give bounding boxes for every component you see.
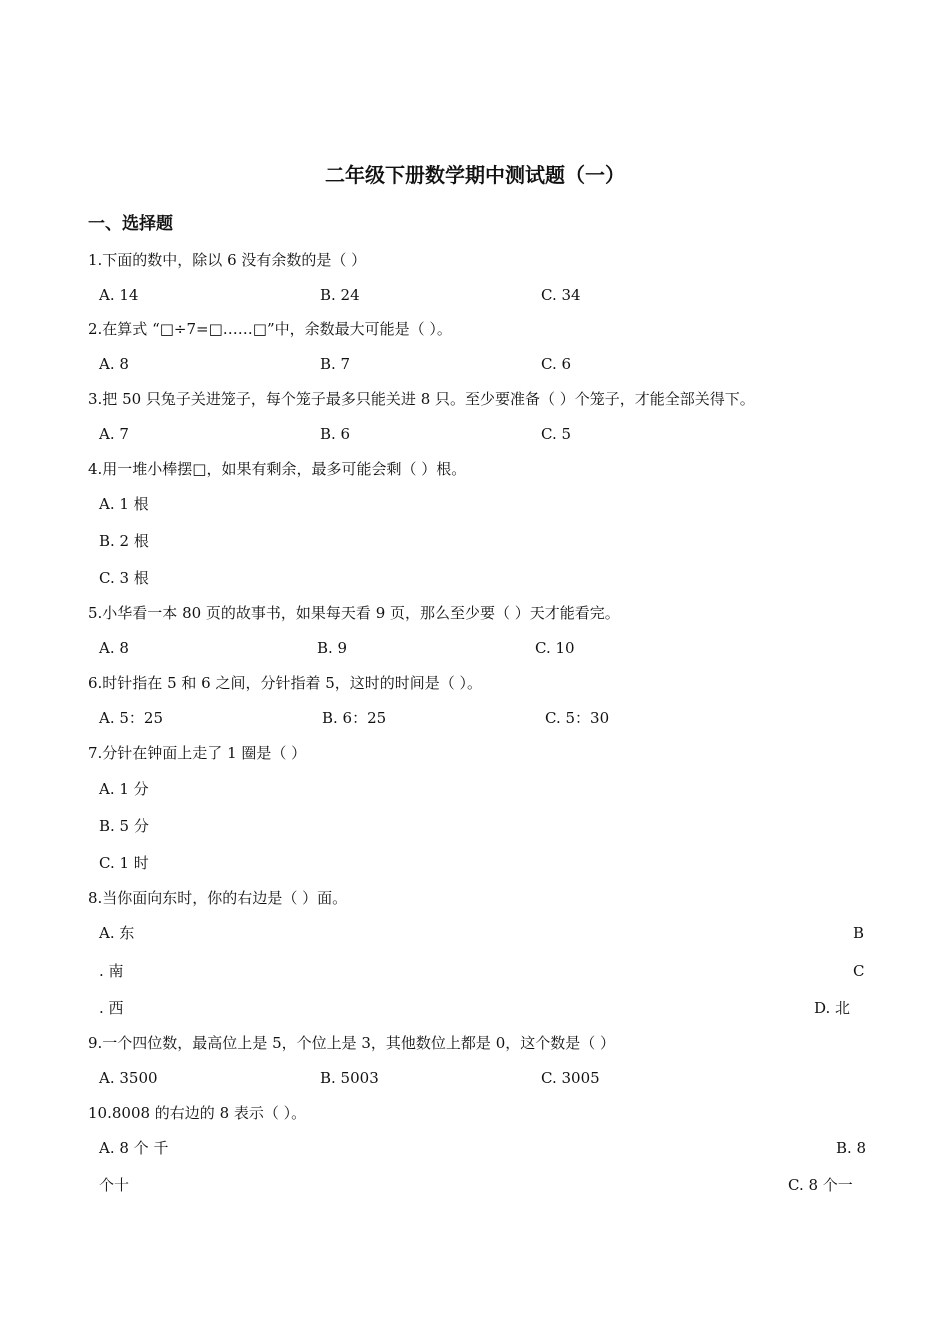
question-6: 6.时针指在 5 和 6 之间，分针指着 5，这时的时间是（ ）。 [88, 674, 483, 692]
question-7: 7.分针在钟面上走了 1 圈是（ ） [88, 744, 307, 762]
q5-option-c[interactable]: C. 10 [535, 639, 575, 657]
q3-option-a[interactable]: A. 7 [99, 425, 129, 443]
q8-option-c-text[interactable]: . 西 [99, 999, 124, 1017]
q2-option-a[interactable]: A. 8 [99, 355, 129, 373]
q8-option-d[interactable]: D. 北 [814, 999, 851, 1017]
q6-option-a[interactable]: A. 5：25 [99, 709, 163, 727]
question-10: 10.8008 的右边的 8 表示（ ）。 [88, 1104, 307, 1122]
question-9: 9.一个四位数，最高位上是 5，个位上是 3，其他数位上都是 0，这个数是（ ） [88, 1034, 616, 1052]
q10-option-b-text[interactable]: 个十 [99, 1176, 130, 1194]
q4-option-a[interactable]: A. 1 根 [99, 495, 149, 513]
question-3: 3.把 50 只兔子关进笼子，每个笼子最多只能关进 8 只。至少要准备（ ）个笼子，才能全部关得下。 [88, 390, 755, 408]
q9-option-c[interactable]: C. 3005 [541, 1069, 600, 1087]
q3-option-c[interactable]: C. 5 [541, 425, 572, 443]
page-title: 二年级下册数学期中测试题（一） [325, 163, 625, 187]
q9-option-a[interactable]: A. 3500 [99, 1069, 158, 1087]
q2-option-b[interactable]: B. 7 [320, 355, 351, 373]
q4-option-c[interactable]: C. 3 根 [99, 569, 149, 587]
q4-option-b[interactable]: B. 2 根 [99, 532, 149, 550]
q8-option-b-label[interactable]: B [853, 924, 865, 942]
q6-option-c[interactable]: C. 5：30 [545, 709, 610, 727]
q10-option-c[interactable]: C. 8 个一 [788, 1176, 853, 1194]
q8-option-b-text[interactable]: . 南 [99, 962, 124, 980]
question-5: 5.小华看一本 80 页的故事书，如果每天看 9 页，那么至少要（ ）天才能看完。 [88, 604, 620, 622]
q9-option-b[interactable]: B. 5003 [320, 1069, 379, 1087]
q7-option-c[interactable]: C. 1 时 [99, 854, 149, 872]
q10-option-a[interactable]: A. 8 个 千 [99, 1139, 169, 1157]
q8-option-a[interactable]: A. 东 [99, 924, 135, 942]
q8-option-c-label[interactable]: C [853, 962, 865, 980]
q7-option-b[interactable]: B. 5 分 [99, 817, 149, 835]
q5-option-a[interactable]: A. 8 [99, 639, 129, 657]
q1-option-b[interactable]: B. 24 [320, 286, 360, 304]
section-heading: 一、选择题 [88, 214, 173, 234]
question-2: 2.在算式 “□÷7=□……□”中，余数最大可能是（ ）。 [88, 320, 452, 338]
q1-option-a[interactable]: A. 14 [99, 286, 139, 304]
q3-option-b[interactable]: B. 6 [320, 425, 351, 443]
question-4: 4.用一堆小棒摆□，如果有剩余，最多可能会剩（ ）根。 [88, 460, 467, 478]
q1-option-c[interactable]: C. 34 [541, 286, 581, 304]
q7-option-a[interactable]: A. 1 分 [99, 780, 149, 798]
q10-option-b-label[interactable]: B. 8 [836, 1139, 867, 1157]
q6-option-b[interactable]: B. 6：25 [322, 709, 387, 727]
question-1: 1.下面的数中，除以 6 没有余数的是（ ） [88, 251, 367, 269]
q5-option-b[interactable]: B. 9 [317, 639, 348, 657]
q2-option-c[interactable]: C. 6 [541, 355, 572, 373]
question-8: 8.当你面向东时，你的右边是（ ）面。 [88, 889, 348, 907]
